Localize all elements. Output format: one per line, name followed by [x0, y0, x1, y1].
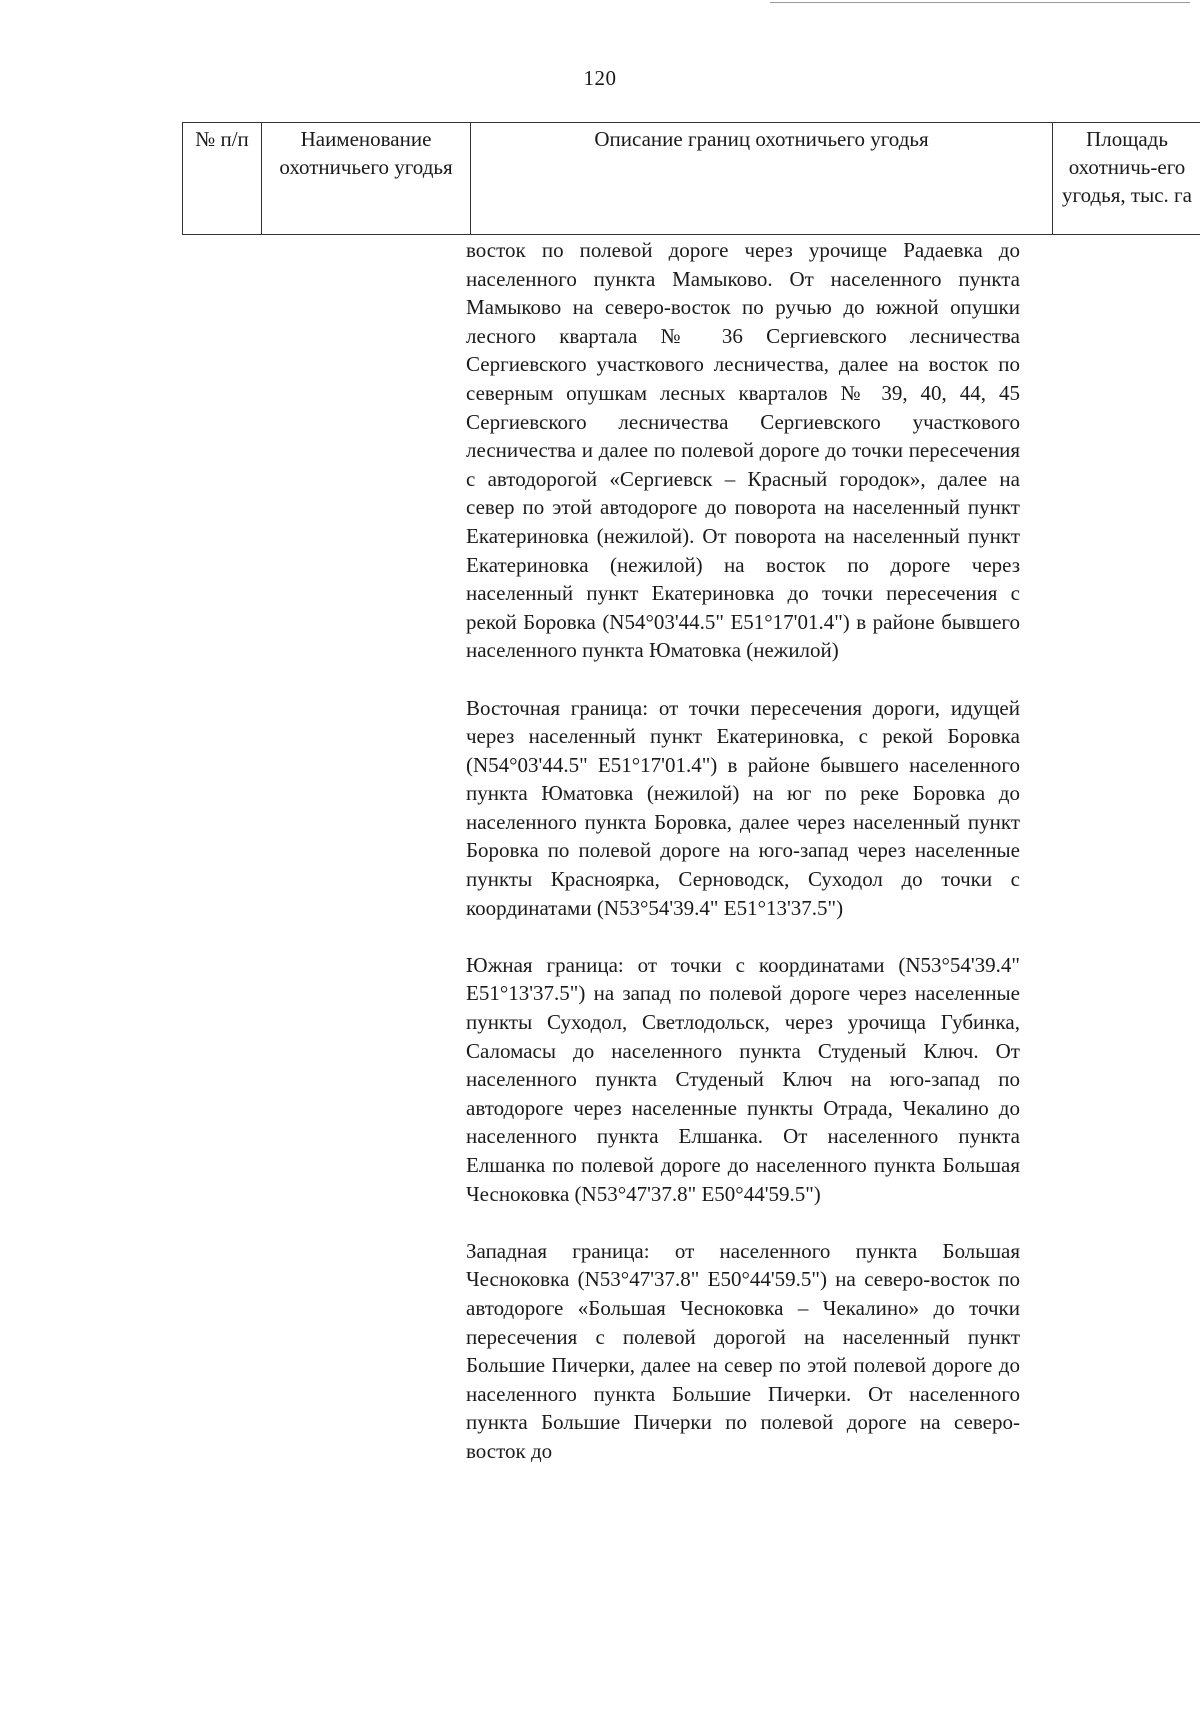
page-number: 120 [583, 66, 617, 90]
description-paragraph-continuation: восток по полевой дороге через урочище Радаевка до населенного пункта Мамыково. От населенного пункта Мамыково на северо-восток по ручью до южной опушки лесного квартала № 36 Сергиевского лесничества Сергиевского участкового лесничества, далее на восток по северным опушкам лесных кварталов № 39, 40, 44, 45 Сергиевского лесничества Сергиевского участкового лесничества и далее по полевой дороге до точки пересечения с автодорогой «Сергиевск – Красный городок», далее на север по этой автодороге до поворота на населенный пункт Екатериновка (нежилой). От поворота на населенный пункт Екатериновка (нежилой) на восток по дороге через населенный пункт Екатериновка до точки пересечения с рекой Боровка (N54°03'44.5" E51°17'01.4") в районе бывшего населенного пункта Юматовка (нежилой) [466, 238, 1020, 663]
column-header-area: Площадь охотничь-его угодья, тыс. га [1053, 123, 1200, 235]
column-header-number: № п/п [183, 123, 262, 235]
description-paragraph-west: Западная граница: от населенного пункта Большая Чесноковка (N53°47'37.8" E50°44'59.5") на северо-восток по автодороге «Большая Чесноковка – Чекалино» до точки пересечения с полевой дорогой на населенный пункт Большие Пичерки, далее на север по этой полевой дороге до населенного пункта Большие Пичерки. От населенного пункта Большие Пичерки по полевой дороге на северо-восток до [466, 1238, 1020, 1463]
column-header-description: Описание границ охотничьего угодья [471, 123, 1053, 235]
boundary-description [466, 236, 1020, 1466]
description-paragraph-south: Южная граница: от точки с координатами (N53°54'39.4" E51°13'37.5") на запад по полевой дороге через населенные пункты Суходол, Светлодольск, через урочища Губинка, Саломасы до населенного пункта Студеный Ключ. От населенного пункта Студеный Ключ на юго-запад по автодороге через населенные пункты Отрада, Чекалино до населенного пункта Елшанка. От населенного пункта Елшанка по полевой дороге до населенного пункта Большая Чесноковка (N53°47'37.8" E50°44'59.5") [466, 952, 1020, 1206]
description-paragraph-east: Восточная граница: от точки пересечения дороги, идущей через населенный пункт Екатериновка, с рекой Боровка (N54°03'44.5" E51°17'01.4") в районе бывшего населенного пункта Юматовка (нежилой) на юг по реке Боровка до населенного пункта Боровка, далее через населенный пункт Боровка по полевой дороге на юго-запад через населенные пункты Красноярка, Серноводск, Суходол до точки с координатами (N53°54'39.4" E51°13'37.5") [466, 695, 1020, 920]
table-header-row [183, 123, 1200, 235]
scan-edge-line [770, 2, 1190, 3]
column-header-name: Наименование охотничьего угодья [262, 123, 471, 235]
boundary-table-header [182, 122, 1200, 235]
